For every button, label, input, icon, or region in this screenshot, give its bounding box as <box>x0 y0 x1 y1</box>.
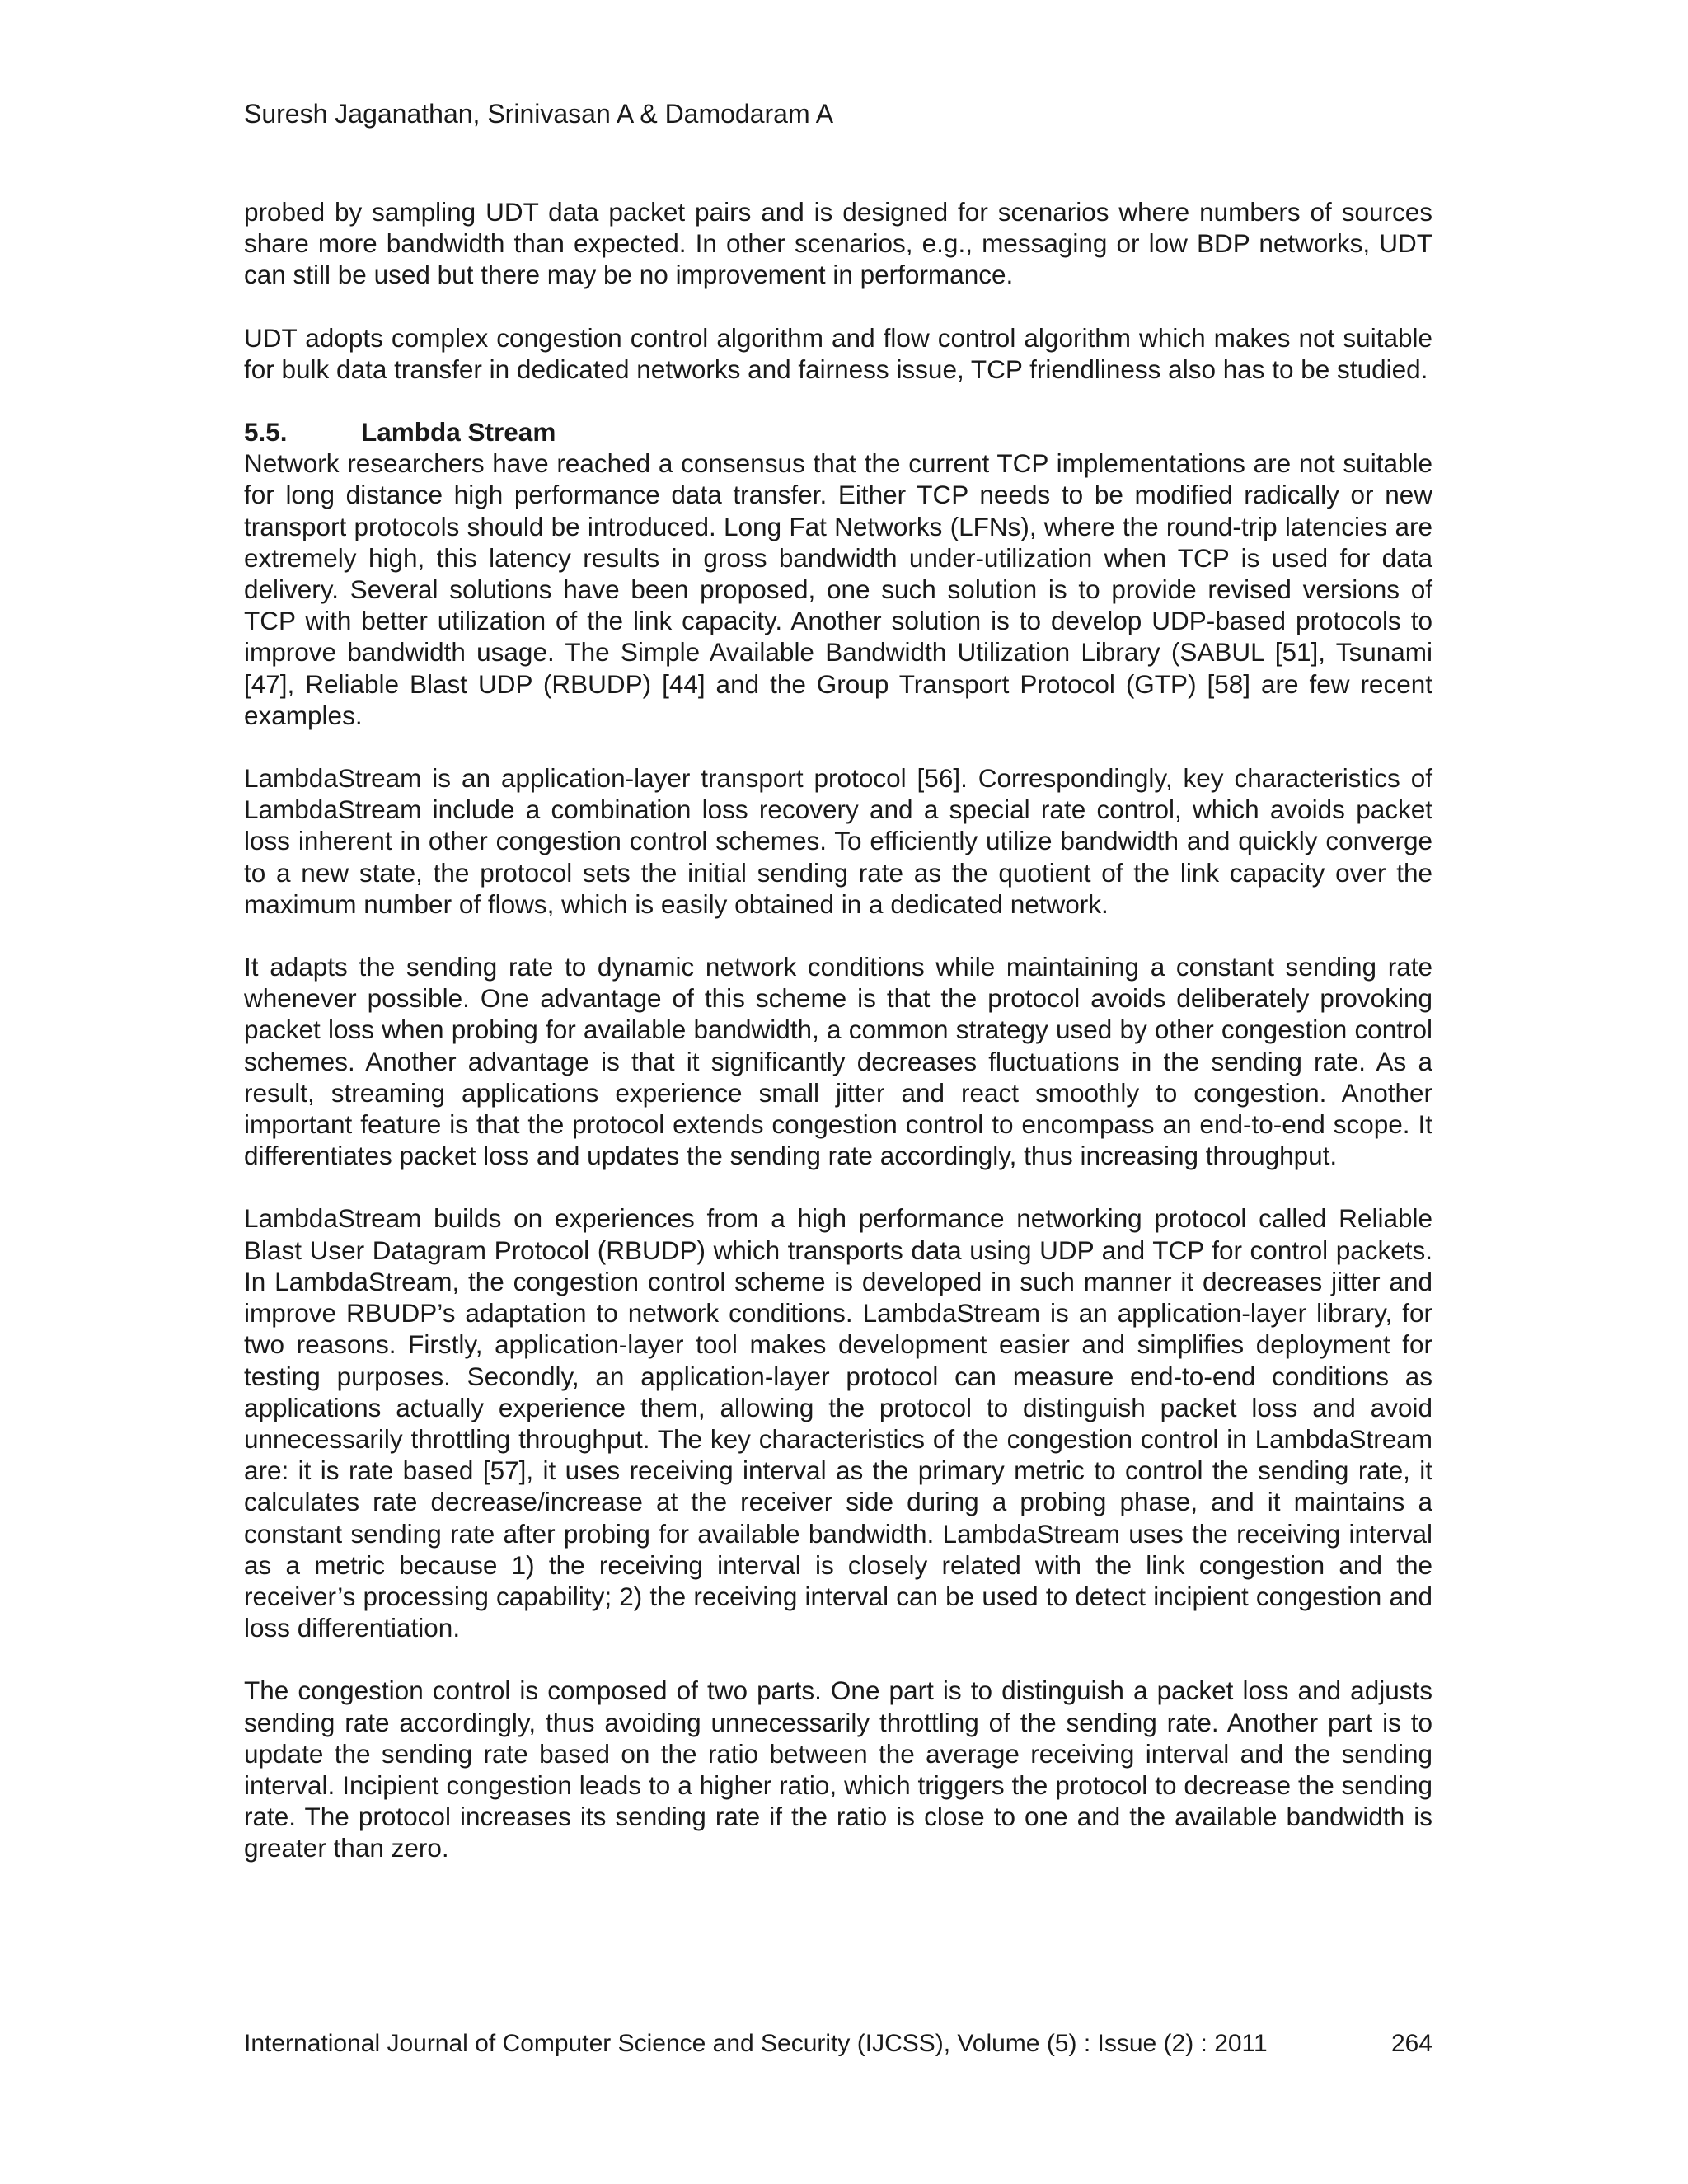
section-heading <box>244 416 1432 448</box>
page-number: 264 <box>1390 2030 1432 2057</box>
paragraph-congestion-control: The congestion control is composed of two parts. One part is to distinguish a packet loss and adjusts sending rate accordingly, thus avoiding unnecessarily throttling of the sending rate. Another part is to update the sending rate based on the ratio between the average receiving interval and the sending interval. Incipient congestion leads to a higher ratio, which triggers the protocol to decrease the sending rate. The protocol increases its sending rate if the ratio is close to one and the available bandwidth is greater than zero. <box>244 1675 1432 1863</box>
section-title: Lambda Stream <box>361 417 556 448</box>
paragraph-tcp-limitations: Network researchers have reached a consensus that the current TCP implementations are not suitable for long distance high performance data transfer. Either TCP needs to be modified radically or new transport protocols should be introduced. Long Fat Networks (LFNs), where the round-trip latencies are extremely high, this latency results in gross bandwidth under-utilization when TCP is used for data delivery. Several solutions have been proposed, one such solution is to provide revised versions of TCP with better utilization of the link capacity. Another solution is to develop UDP-based protocols to improve bandwidth usage. The Simple Available Bandwidth Utilization Library (SABUL [51], Tsunami [47], Reliable Blast UDP (RBUDP) [44] and the Group Transport Protocol (GTP) [58] are few recent examples. <box>244 448 1432 730</box>
running-head-authors: Suresh Jaganathan, Srinivasan A & Damodaram A <box>244 99 834 129</box>
paragraph-udt-probing: probed by sampling UDT data packet pairs and is designed for scenarios where numbers of sources share more bandwidth than expected. In other scenarios, e.g., messaging or low BDP networks, UDT can still be used but there may be no improvement in performance. <box>244 197 1432 290</box>
paragraph-rbudp-background: LambdaStream builds on experiences from a high performance networking protocol called Reliable Blast User Datagram Protocol (RBUDP) which transports data using UDP and TCP for control packets. In LambdaStream, the congestion control scheme is developed in such manner it decreases jitter and improve RBUDP’s adaptation to network conditions. LambdaStream is an application-layer library, for two reasons. Firstly, application-layer tool makes development easier and simplifies deployment for testing purposes. Secondly, an application-layer protocol can measure end-to-end conditions as applications actually experience them, allowing the protocol to distinguish packet loss and avoid unnecessarily throttling throughput. The key characteristics of the congestion control in LambdaStream are: it is rate based [57], it uses receiving interval as the primary metric to control the sending rate, it calculates rate decrease/increase at the receiver side during a probing phase, and it maintains a constant sending rate after probing for available bandwidth. LambdaStream uses the receiving interval as a metric because 1) the receiving interval is closely related with the link congestion and the receiver’s processing capability; 2) the receiving interval can be used to detect incipient congestion and loss differentiation. <box>244 1203 1432 1643</box>
section-number: 5.5. <box>244 417 288 448</box>
paragraph-lambdastream-intro: LambdaStream is an application-layer transport protocol [56]. Correspondingly, key characteristics of LambdaStream include a combination loss recovery and a special rate control, which avoids packet loss inherent in other congestion control schemes. To efficiently utilize bandwidth and quickly converge to a new state, the protocol sets the initial sending rate as the quotient of the link capacity over the maximum number of flows, which is easily obtained in a dedicated network. <box>244 763 1432 919</box>
body-content <box>244 196 1432 1896</box>
footer-journal-citation: International Journal of Computer Science and Security (IJCSS), Volume (5) : Issue (2) : 2011 <box>244 2030 1268 2057</box>
paragraph-sending-rate: It adapts the sending rate to dynamic network conditions while maintaining a constant sending rate whenever possible. One advantage of this scheme is that the protocol avoids deliberately provoking packet loss when probing for available bandwidth, a common strategy used by other congestion control schemes. Another advantage is that it significantly decreases fluctuations in the sending rate. As a result, streaming applications experience small jitter and react smoothly to congestion. Another important feature is that the protocol extends congestion control to encompass an end-to-end scope. It differentiates packet loss and updates the sending rate accordingly, thus increasing throughput. <box>244 952 1432 1171</box>
paragraph-udt-limitations: UDT adopts complex congestion control algorithm and flow control algorithm which makes not suitable for bulk data transfer in dedicated networks and fairness issue, TCP friendliness also has to be studied. <box>244 322 1432 384</box>
page-footer <box>244 2027 1432 2060</box>
